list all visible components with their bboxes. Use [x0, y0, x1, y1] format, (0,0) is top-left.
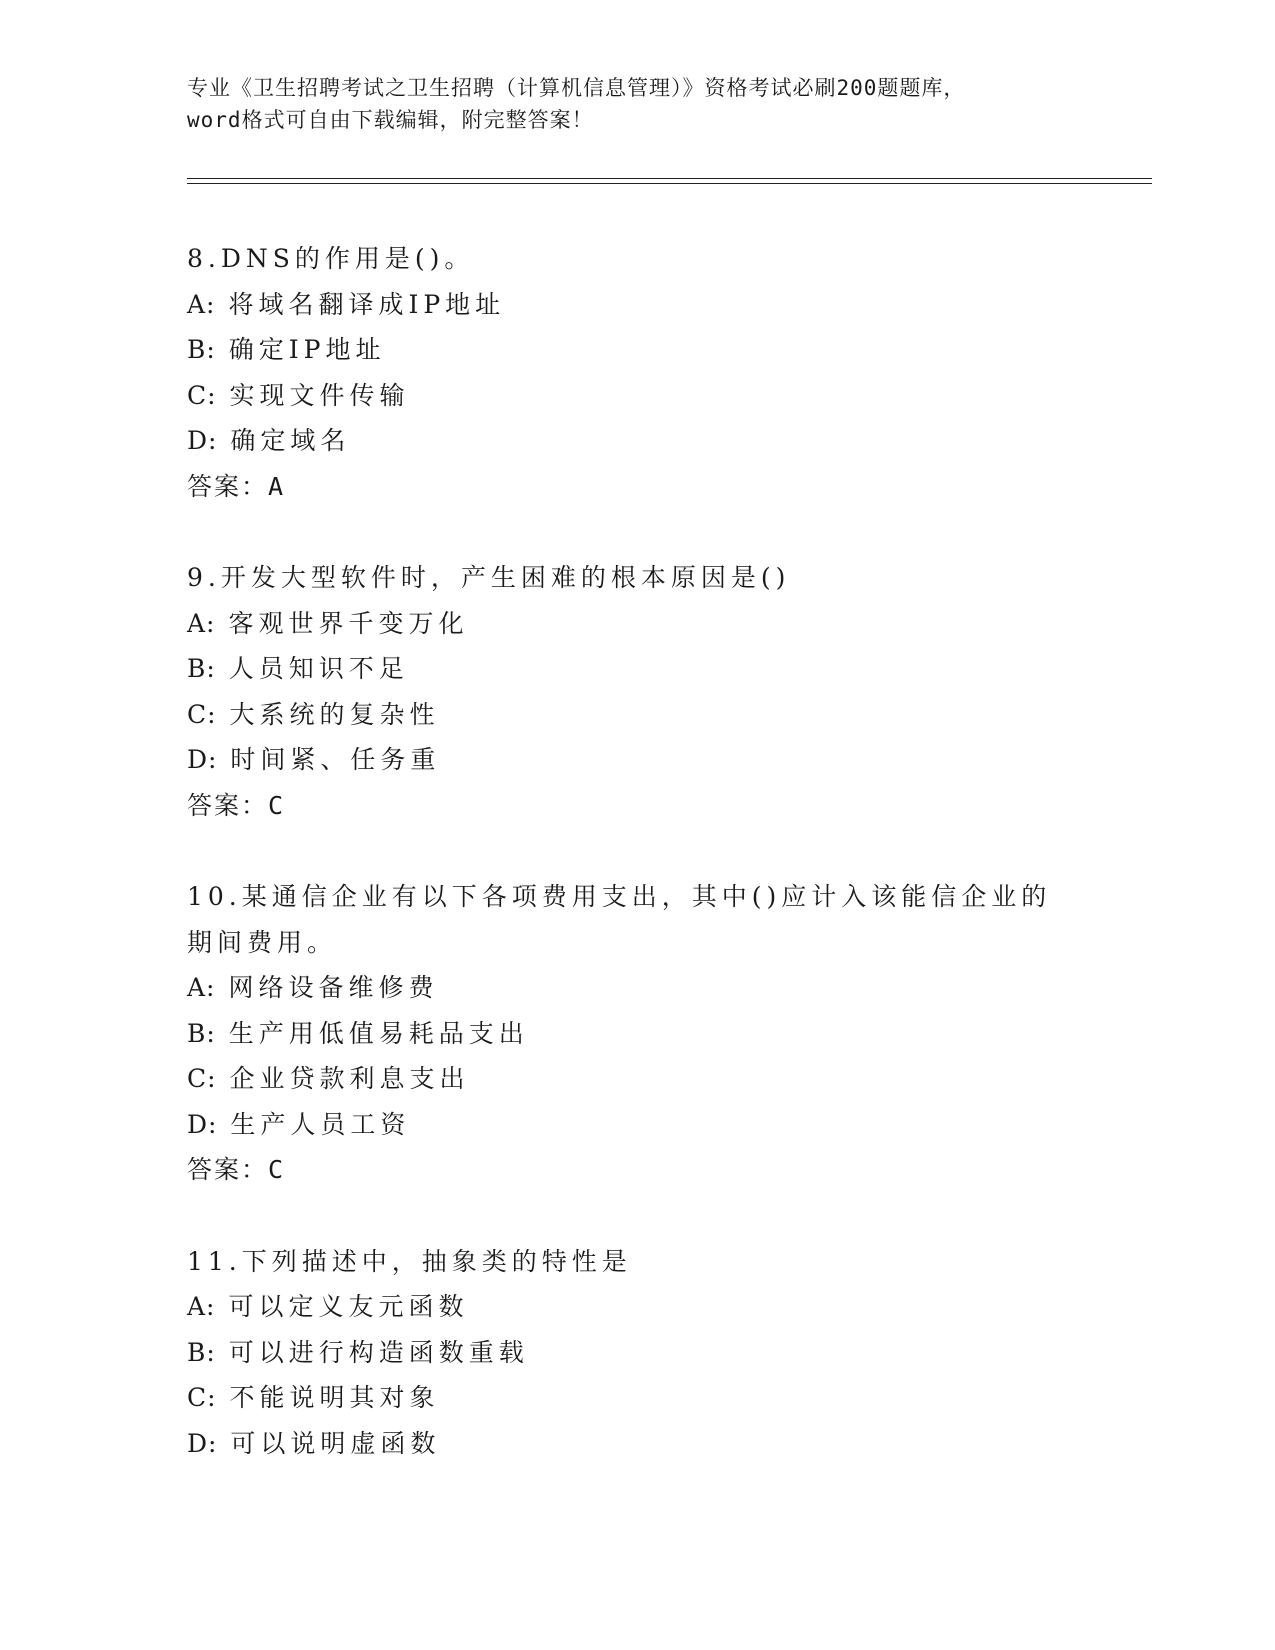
question-stem: 8.DNS的作用是()。 [187, 244, 475, 273]
option-letter: A: [187, 973, 216, 1002]
header-line-1: 专业《卫生招聘考试之卫生招聘（计算机信息管理）》资格考试必刷200题题库， [187, 76, 966, 100]
option-text: 企业贷款利息支出 [229, 1064, 470, 1093]
question-8 [187, 236, 1087, 509]
option-letter: B: [187, 1018, 216, 1048]
option-text: 生产用低值易耗品支出 [228, 1018, 529, 1048]
option-a [187, 282, 1087, 328]
answer-line: 答案：C [187, 1155, 286, 1184]
option-text: 不能说明其对象 [229, 1383, 440, 1412]
option-text: 时间紧、任务重 [230, 745, 441, 774]
option-text: 确定IP地址 [228, 335, 386, 364]
option-letter: D: [187, 1109, 218, 1139]
option-c [187, 692, 1087, 738]
option-c [187, 1056, 1087, 1102]
question-9 [187, 555, 1087, 828]
option-a [187, 965, 1087, 1011]
question-10 [187, 874, 1087, 1193]
option-letter: B: [187, 654, 216, 683]
option-letter: D: [187, 745, 218, 774]
question-stem: 9.开发大型软件时，产生困难的根本原因是() [187, 563, 791, 592]
option-letter: C: [187, 1383, 217, 1412]
option-text: 确定域名 [230, 426, 351, 455]
option-d [187, 737, 1087, 783]
option-d [187, 1421, 1087, 1467]
option-letter: C: [187, 380, 217, 410]
option-text: 可以进行构造函数重载 [228, 1337, 529, 1367]
option-text: 大系统的复杂性 [229, 699, 440, 729]
header-divider-bottom [187, 183, 1152, 184]
option-text: 可以定义友元函数 [228, 1292, 469, 1321]
option-b [187, 1011, 1087, 1057]
header-line-2: word格式可自由下载编辑，附完整答案！ [187, 108, 594, 132]
option-letter: A: [187, 289, 216, 319]
option-letter: D: [187, 1428, 218, 1458]
answer-line: 答案：A [187, 471, 286, 501]
option-text: 人员知识不足 [228, 654, 409, 683]
question-list [187, 236, 1087, 1512]
option-letter: A: [187, 608, 216, 638]
option-b [187, 646, 1087, 692]
question-stem: 10.某通信企业有以下各项费用支出，其中()应计入该能信企业的期间费用。 [187, 882, 1052, 957]
option-a [187, 601, 1087, 647]
header-divider-top [187, 178, 1152, 179]
option-text: 网络设备维修费 [228, 973, 439, 1002]
option-text: 生产人员工资 [230, 1109, 411, 1139]
option-a [187, 1284, 1087, 1330]
option-letter: A: [187, 1292, 216, 1321]
answer-line: 答案：C [187, 790, 286, 820]
option-letter: C: [187, 699, 217, 729]
question-11 [187, 1239, 1087, 1467]
option-text: 客观世界千变万化 [228, 608, 469, 638]
option-text: 将域名翻译成IP地址 [228, 289, 506, 319]
option-b [187, 1330, 1087, 1376]
option-b [187, 327, 1087, 373]
option-letter: C: [187, 1064, 217, 1093]
option-d [187, 418, 1087, 464]
option-text: 实现文件传输 [229, 380, 410, 410]
option-d [187, 1102, 1087, 1148]
option-c [187, 373, 1087, 419]
option-letter: B: [187, 1337, 216, 1367]
question-stem: 11.下列描述中，抽象类的特性是 [187, 1246, 632, 1276]
page-header [187, 72, 1087, 136]
option-text: 可以说明虚函数 [230, 1428, 441, 1458]
option-letter: B: [187, 335, 216, 364]
option-c [187, 1375, 1087, 1421]
option-letter: D: [187, 426, 218, 455]
